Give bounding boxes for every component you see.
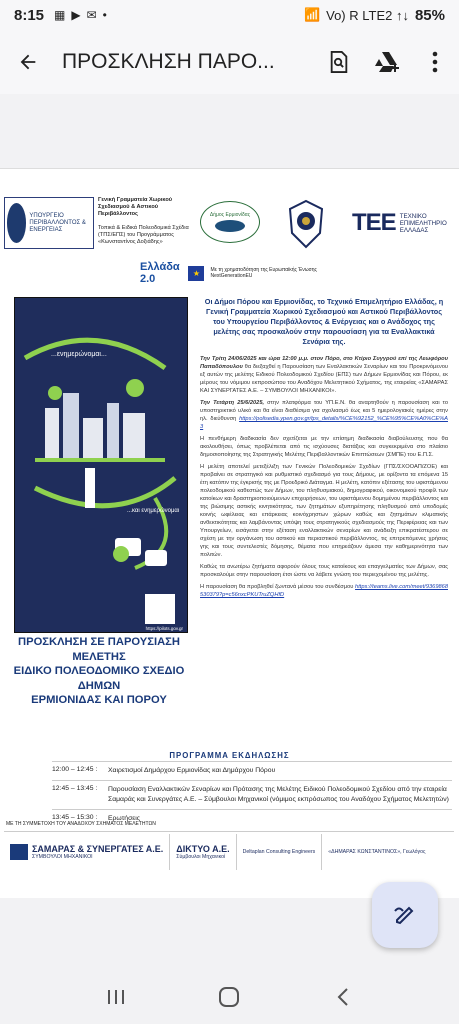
search-file-icon — [328, 50, 350, 74]
back-nav-icon[interactable] — [333, 987, 353, 1007]
add-to-drive-button[interactable] — [363, 30, 411, 94]
diktyo-sub: Σύμβουλοι Μηχανικοί — [176, 853, 226, 860]
paragraph-2 — [200, 399, 448, 431]
eye-icon — [215, 220, 245, 232]
program-title: ΠΡΟΓΡΑΜΜΑ ΕΚΔΗΛΩΣΗΣ — [169, 751, 290, 760]
program-row — [52, 780, 452, 809]
notification-icons — [54, 8, 107, 22]
poster-title-line: ΜΕΛΕΤΗΣ — [72, 650, 126, 663]
app-bar — [0, 30, 459, 94]
paragraph-3: Η πενθήμερη διαδικασία δεν σχετίζεται με την επίσημη διαδικασία διαβούλευσης που θα ακολουθήσει, όπως προβλέπεται από τις ισχύουσες διατάξεις και συγκεκριμένα στο πλαίσιο δημοσιοποίησης της Στρατηγικής Μελέτης Περιβαλλοντικών Επιπτώσεων (ΣΜΠΕ) του Ε.Π.Σ. — [200, 436, 448, 458]
paragraph-6 — [200, 583, 448, 599]
samaras-name: ΣΑΜΑΡΑΣ & ΣΥΝΕΡΓΑΤΕΣ Α.Ε. — [32, 843, 164, 854]
dimos-ermionidas-logo — [200, 201, 260, 243]
program-time: 12:45 – 13:45 : — [52, 785, 98, 792]
program-desc: Ερωτήσεις — [108, 815, 141, 822]
mail-icon: ✉ — [86, 8, 97, 22]
paragraph-1-rest: θα διεξαχθεί η Παρουσίαση των Εναλλακτικών Σεναρίων και του Προκρινόμενου εξ αυτών της μελέτης Ειδικού Πολεοδομικού Σχεδίου (ΕΠΣ) των Δήμων Ερμιονίδας και Πόρου, εκ μέρους του νόμιμου εκπροσώπου του Αναδόχου Μελετητικού Σχήματος, της εταιρείας «ΣΑΜΑΡΑΣ ΚΑΙ ΣΥΝΕΡΓΑΤΕΣ Α.Ε. – ΣΥΜΒΟΥΛΟΙ ΜΗΧΑΝΙΚΟΙ». — [200, 364, 448, 394]
paragraph-2-rest: στην πλατφόρμα του ΥΠ.Ε.Ν. θα αναρτηθούν η παρουσίαση και το υποστηρικτικό υλικό και θα είναι διαθέσιμα για σχολιασμό έως και 5 ημερολογιακές ημέρες στην ηλ. διεύθυνση — [200, 400, 448, 422]
qr-code-icon — [145, 594, 175, 624]
poster-title — [4, 635, 194, 708]
announcement-text — [200, 297, 448, 603]
header-logos — [4, 197, 455, 257]
city-illustration-icon — [15, 298, 188, 633]
navigation-bar — [0, 970, 459, 1024]
program-desc: Παρουσίαση Εναλλακτικών Σεναρίων και Πρότασης της Μελέτης Ειδικού Πολεοδομικού Σχεδίου από την εταιρεία Σαμαράς και Συνεργάτες Α.Ε. – Σύμβουλοι Μηχανικοί (νόμιμος εκπρόσωπος του Αναδόχου Σχήματος Μελετητών) — [108, 786, 449, 803]
intro-text: Οι Δήμοι Πόρου και Ερμιονίδας, το Τεχνικό Επιμελητήριο Ελλάδας, η Γενική Γραμματεία Χωρικού Σχεδιασμού και Αστικού Περιβάλλοντος του Υπουργείου Περιβάλλοντος & Ενέργειας και ο Ανάδοχος της μελέτης σας προσκαλούν στην παρουσίαση για τα Εναλλακτικά Σενάρια της. — [204, 297, 444, 346]
grid-icon: ▦ — [54, 8, 66, 22]
program-row — [52, 761, 452, 780]
system-icons — [304, 7, 445, 24]
more-options-button[interactable] — [411, 30, 459, 94]
more-vert-icon — [432, 51, 438, 73]
diktyo-name: ΔΙΚΤΥΟ Α.Ε. — [176, 843, 230, 854]
home-icon[interactable] — [218, 986, 240, 1008]
program-desc: Χαιρετισμοί Δημάρχου Ερμιονίδας και Δημάρχου Πόρου — [108, 767, 276, 774]
ypen-logo-text: ΥΠΟΥΡΓΕΙΟ ΠΕΡΙΒΑΛΛΟΝΤΟΣ & ΕΝΕΡΓΕΙΑΣ — [29, 212, 86, 233]
poster-word-1: ...ενημερώνομαι... — [51, 351, 107, 358]
date-2: Την Τετάρτη 25/6/2025, — [200, 400, 265, 406]
pen-edit-icon — [392, 902, 418, 928]
polisedia-link[interactable]: https://polisedia.ypen.gov.gr/tps_details/%CE%92152_%CE%95%CE%A0%CE%A3 — [200, 416, 448, 430]
document-title: ΠΡΟΣΚΛΗΣΗ ΠΑΡΟ... — [62, 50, 275, 73]
network-text: Vo) R LTE2 ↑↓ — [326, 7, 409, 23]
diktyo-logo — [170, 834, 236, 870]
poster-title-line: ΕΙΔΙΚΟ ΠΟΛΕΟΔΟΜΙΚΟ ΣΧΕΔΙΟ — [13, 665, 185, 677]
youtube-icon: ▶ — [71, 8, 81, 22]
back-button[interactable] — [0, 30, 56, 94]
paragraph-6-text: Η παρουσίαση θα προβληθεί ζωντανά μέσου του συνδέσμου — [200, 584, 354, 590]
more-dots-icon: • — [102, 8, 107, 22]
ellada-logo: Ελλάδα 2.0 — [140, 261, 180, 285]
status-bar — [0, 0, 459, 30]
search-document-button[interactable] — [315, 30, 363, 94]
dimaras-name: «ΔΗΜΑΡΑΣ ΚΩΝΣΤΑΝΤΙΝΟΣ», Γεωλόγος — [328, 848, 426, 855]
poster-word-2: ...και ενημερώνομαι — [127, 508, 180, 514]
dimaras-logo — [322, 834, 431, 870]
paragraph-1 — [200, 355, 448, 395]
tee-logo — [352, 209, 455, 237]
ypen-logo — [4, 197, 94, 249]
footer-caption: ΜΕ ΤΗ ΣΥΜΜΕΤΟΧΗ ΤΟΥ ΑΝΑΔΟΧΟΥ ΣΧΗΜΑΤΟΣ ΜΕΛΕΤΗΤΩΝ — [6, 821, 156, 827]
gg-text — [98, 197, 193, 246]
poster-image — [14, 297, 188, 633]
poster-title-line: ΠΡΟΣΚΛΗΣΗ ΣΕ ΠΑΡΟΥΣΙΑΣΗ — [18, 636, 180, 648]
recents-icon[interactable] — [106, 987, 126, 1007]
program-time: 12:00 – 12:45 : — [52, 766, 98, 773]
paragraph-5: Καθώς τα ανωτέρω ζητήματα αφορούν όλους τους κατοίκους και επαγγελματίες των Δήμων, σας προσκαλούμε στην παρουσίαση έτσι ώστε να λάβετε γνώση του περιεχομένου της μελέτης. — [200, 564, 448, 578]
program-table — [52, 761, 452, 828]
clock: 8:15 — [14, 6, 45, 24]
pdf-page[interactable] — [0, 168, 459, 898]
eu-funding-text: Με τη χρηματοδότηση της Ευρωπαϊκής Ένωσης NextGenerationEU — [210, 267, 317, 279]
back-arrow-icon — [17, 51, 39, 73]
wifi-icon: 📶 — [303, 7, 321, 22]
qr-caption: https://pilots.gov.gr — [145, 626, 183, 631]
gg-subtitle: Τοπικά & Ειδικά Πολεοδομικά Σχέδια (ΤΠΣ/ΕΠΣ) του Προγράμματος «Κωνσταντίνος Δοξιάδης» — [98, 225, 189, 245]
teams-link[interactable]: https://teams.live.com/meet/9369868530379?p=c56nxcPKUTruZQHfD — [200, 584, 448, 598]
deltaplan-name: Deltaplan Consulting Engineers — [242, 848, 316, 855]
poster-title-line: ΕΡΜΙΟΝΙΔΑΣ ΚΑΙ ΠΟΡΟΥ — [31, 694, 167, 706]
dimos-label: Δήμος Ερμιονίδας — [209, 212, 251, 218]
samaras-mark-icon — [10, 844, 28, 860]
deltaplan-logo — [237, 834, 323, 870]
tee-logo-big: TEE — [352, 209, 396, 236]
footer-logos — [4, 831, 454, 871]
paragraph-4: Η μελέτη αποτελεί μετεξέλιξη των Γενικών Πολεοδομικών Σχεδίων (ΓΠΣ/ΣΧΟΟΑΠ/ΖΟΕ) και προβαίνει σε στρατηγικό και ρυθμιστικό σχεδιασμό για τους Δήμους, με ορίζοντα τα επόμενα 15 έτη κατόπιν της έγκρισής της με Προεδρικό Διάταγμα. Η μελέτη, κατόπιν εξέτασης του υφιστάμενου πολεοδομικού καθεστώς των Δήμων, του πληθυσμιακού, δημογραφικού, οικονομικού προφίλ των κατοίκων και δραστηριοποιούμενων επιχειρήσεων, του υφιστάμενου δομημένου περιβάλλοντος και της βιώσιμης αστικής κινητικότητας, των ζητημάτων εξυπηρέτησης πληθυσμού από υποδομές κοινής ωφέλειας και επάρκειας κοινόχρηστων χώρων καθώς και ζητημάτων κλιματικής ανθεκτικότητας και λαμβάνοντας υπόψη τους στρατηγικούς σχεδιασμούς της Περιφέρειας και των Υπουργείων, εισάγεται στην εξέταση εναλλακτικών σεναρίων και ανάδειξη επικρατέστερου σε σχέση με την οργάνωση του αστικού και περιαστικού περιβάλλοντος, τις επιτρεπόμενες χρήσεις γης και τους συντελεστές δόμησης, θέματα που επηρεάζουν άμεσα την καθημερινότητα των πολιτών. — [200, 464, 448, 558]
samaras-sub: ΣΥΜΒΟΥΛΟΙ ΜΗΧΑΝΙΚΟΙ — [32, 853, 93, 860]
battery-text: 85% — [414, 6, 445, 24]
eu-flag-icon: ★ — [188, 266, 204, 281]
samaras-logo — [4, 834, 170, 870]
poros-crest-icon — [286, 199, 326, 249]
program-time: 13:45 – 15:30 : — [52, 814, 98, 821]
date-place: Την Τρίτη 24/06/2025 και ώρα 12:00 μ.μ. στον Πόρο, στο Κτίριο Συγγρού επί της Λεωφόρου Παπαδόπουλου — [200, 356, 448, 370]
poster-title-line: ΔΗΜΩΝ — [77, 679, 121, 692]
tee-logo-small: ΤΕΧΝΙΚΟ ΕΠΙΜΕΛΗΤΗΡΙΟ ΕΛΛΑΔΑΣ — [399, 212, 447, 234]
drive-add-icon — [374, 51, 400, 73]
annotate-fab-button[interactable] — [372, 882, 438, 948]
funding-banner — [140, 261, 320, 285]
gg-title: Γενική Γραμματεία Χωρικού Σχεδιασμού & Αστικού Περιβάλλοντος — [98, 197, 173, 217]
ypen-emblem-icon — [7, 203, 26, 243]
